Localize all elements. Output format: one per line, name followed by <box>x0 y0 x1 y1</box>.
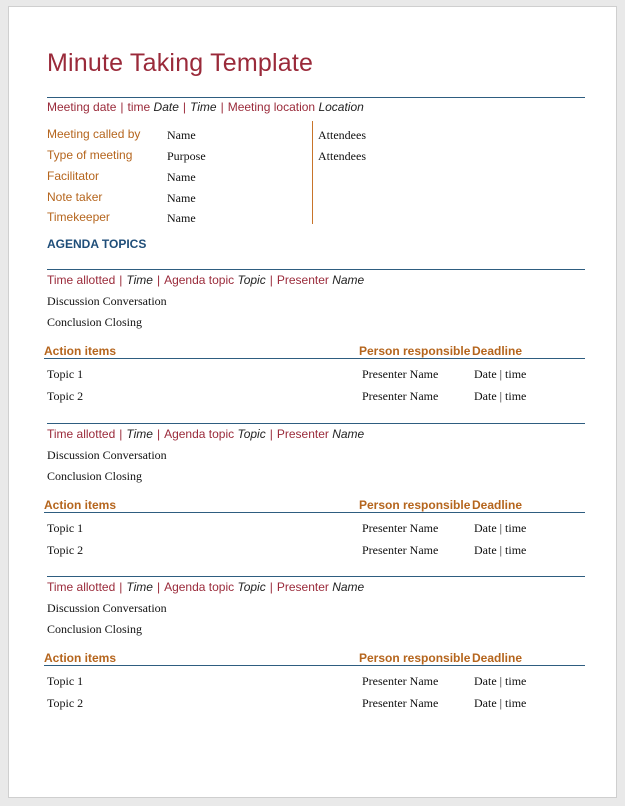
details-divider <box>312 121 313 224</box>
discussion-text[interactable]: Discussion Conversation <box>47 601 167 615</box>
detail-label: Type of meeting <box>47 148 133 162</box>
action-deadline[interactable]: Date | time <box>474 674 527 688</box>
action-person[interactable]: Presenter Name <box>362 367 439 381</box>
separator: | <box>156 427 161 441</box>
meeting-date-value[interactable]: Date <box>153 100 179 114</box>
detail-value[interactable]: Name <box>167 170 196 184</box>
presenter-value[interactable]: Name <box>332 273 365 287</box>
action-table-rule <box>44 512 585 513</box>
separator: | <box>269 273 273 287</box>
topic-info-line <box>47 580 364 594</box>
action-deadline[interactable]: Date | time <box>474 543 527 557</box>
action-table-rule <box>44 665 585 666</box>
time-allotted-label: Time allotted <box>47 427 116 441</box>
agenda-topic-label: Agenda topic <box>164 273 235 287</box>
conclusion-text[interactable]: Conclusion Closing <box>47 469 143 483</box>
action-items-header: Action items <box>44 498 117 512</box>
detail-label: Timekeeper <box>47 210 110 224</box>
discussion-text[interactable]: Discussion Conversation <box>47 294 167 308</box>
detail-label: Facilitator <box>47 169 100 183</box>
person-responsible-header: Person responsible <box>359 651 471 665</box>
discussion-text[interactable]: Discussion Conversation <box>47 448 167 462</box>
action-item[interactable]: Topic 2 <box>47 389 84 403</box>
topic-info-line <box>47 273 364 287</box>
action-items-header: Action items <box>44 651 117 665</box>
meeting-date-label: Meeting date <box>47 100 117 114</box>
meeting-location-value[interactable]: Location <box>318 100 364 114</box>
action-person[interactable]: Presenter Name <box>362 543 439 557</box>
detail-value[interactable]: Name <box>167 211 196 225</box>
action-person[interactable]: Presenter Name <box>362 696 439 710</box>
time-allotted-value[interactable]: Time <box>126 273 153 287</box>
time-allotted-label: Time allotted <box>47 273 116 287</box>
topic-info-line <box>47 427 364 441</box>
presenter-value[interactable]: Name <box>332 580 365 594</box>
attendees-value[interactable]: Attendees <box>318 128 366 142</box>
presenter-label: Presenter <box>276 580 329 594</box>
person-responsible-header: Person responsible <box>359 344 471 358</box>
presenter-label: Presenter <box>276 273 329 287</box>
time-allotted-value[interactable]: Time <box>126 580 153 594</box>
deadline-header: Deadline <box>472 498 523 512</box>
time-allotted-value[interactable]: Time <box>126 427 153 441</box>
separator: | <box>156 580 161 594</box>
separator: | <box>269 427 273 441</box>
detail-value[interactable]: Name <box>167 191 196 205</box>
detail-label: Meeting called by <box>47 127 141 141</box>
detail-value[interactable]: Name <box>167 128 196 142</box>
conclusion-text[interactable]: Conclusion Closing <box>47 315 143 329</box>
action-items-header: Action items <box>44 344 117 358</box>
detail-value[interactable]: Purpose <box>167 149 206 163</box>
header-rule <box>47 97 585 98</box>
separator: | <box>119 273 123 287</box>
action-item[interactable]: Topic 1 <box>47 367 84 381</box>
action-deadline[interactable]: Date | time <box>474 367 527 381</box>
separator: | <box>119 580 123 594</box>
person-responsible-header: Person responsible <box>359 498 471 512</box>
page-title: Minute Taking Template <box>47 49 314 77</box>
separator: | <box>119 427 123 441</box>
action-table-rule <box>44 358 585 359</box>
topic-rule <box>47 423 585 424</box>
topic-rule <box>47 269 585 270</box>
separator: | <box>156 273 161 287</box>
action-person[interactable]: Presenter Name <box>362 389 439 403</box>
document-page <box>8 6 617 798</box>
separator: | <box>269 580 273 594</box>
agenda-topic-label: Agenda topic <box>164 580 235 594</box>
agenda-heading: AGENDA TOPICS <box>47 237 147 251</box>
action-item[interactable]: Topic 1 <box>47 521 84 535</box>
meeting-time-label: time <box>127 100 151 114</box>
action-deadline[interactable]: Date | time <box>474 696 527 710</box>
agenda-topic-value[interactable]: Topic <box>237 580 266 594</box>
time-allotted-label: Time allotted <box>47 580 116 594</box>
agenda-topic-label: Agenda topic <box>164 427 235 441</box>
action-person[interactable]: Presenter Name <box>362 521 439 535</box>
topic-rule <box>47 576 585 577</box>
agenda-topic-value[interactable]: Topic <box>237 273 266 287</box>
action-deadline[interactable]: Date | time <box>474 389 527 403</box>
presenter-label: Presenter <box>276 427 329 441</box>
action-person[interactable]: Presenter Name <box>362 674 439 688</box>
action-deadline[interactable]: Date | time <box>474 521 527 535</box>
presenter-value[interactable]: Name <box>332 427 365 441</box>
attendees-value[interactable]: Attendees <box>318 149 366 163</box>
deadline-header: Deadline <box>472 344 523 358</box>
action-item[interactable]: Topic 2 <box>47 696 84 710</box>
agenda-topic-value[interactable]: Topic <box>237 427 266 441</box>
detail-label: Note taker <box>47 190 103 204</box>
conclusion-text[interactable]: Conclusion Closing <box>47 622 143 636</box>
action-item[interactable]: Topic 2 <box>47 543 84 557</box>
meeting-location-label: Meeting location <box>227 100 316 114</box>
meeting-info-line: Meeting date | time Date | Time | Meeting location Location <box>47 100 364 114</box>
deadline-header: Deadline <box>472 651 523 665</box>
action-item[interactable]: Topic 1 <box>47 674 84 688</box>
meeting-time-value[interactable]: Time <box>190 100 217 114</box>
